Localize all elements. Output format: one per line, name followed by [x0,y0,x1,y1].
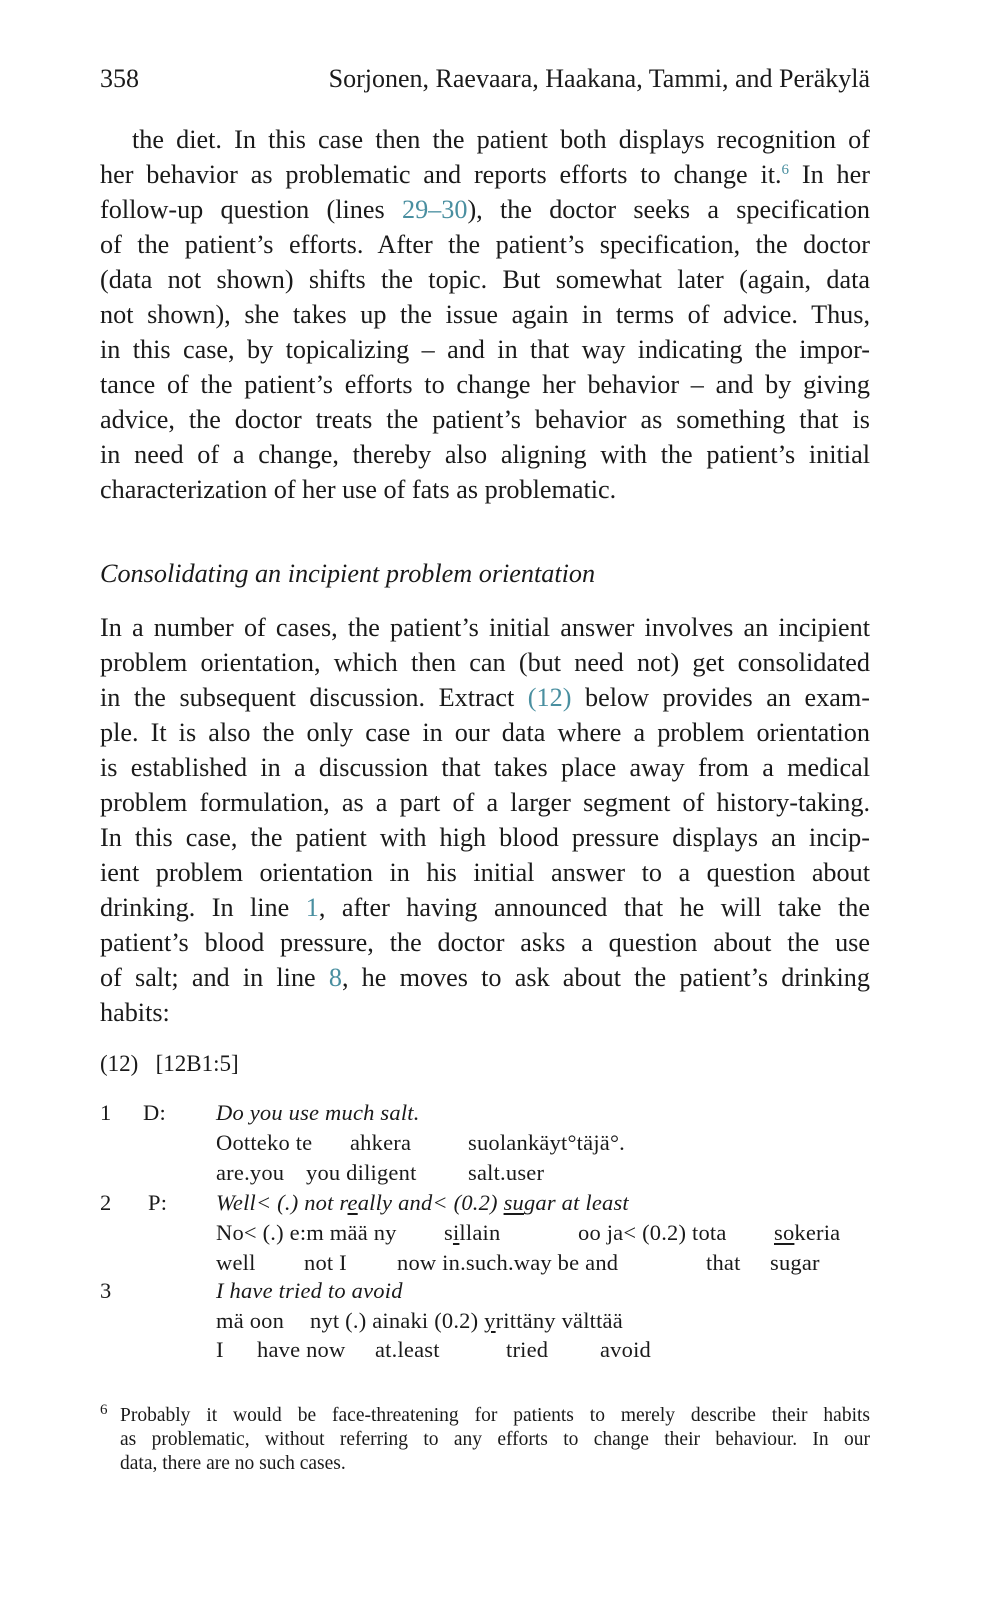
line-reference-link[interactable]: 29–30 [401,195,468,224]
transcript-gloss: sugar [770,1250,820,1275]
transcript-gloss: I [216,1337,224,1362]
page-number: 358 [100,64,139,93]
footnote-text: Probably it would be face-threatening for patients to merely describe their habits as problematic, without referring to any efforts to change their behaviour. In our data, there are no such cases. [120,1405,870,1474]
transcript-gloss: salt.user [468,1160,545,1185]
transcript-original: No< (.) e:m mää ny [216,1220,397,1245]
transcript-gloss: you diligent [306,1160,417,1185]
footnote-mark: 6 [100,1402,108,1418]
transcript-original: nyt (.) ainaki (0.2) yrittäny välttää [310,1308,623,1333]
body-paragraph-1: the diet. In this case then the patient both displays recognition of her behavior as problematic and reports efforts to change it.$^6$ In her follow-up question (lines 29–30), the doctor seeks a specification of the patient’s efforts. After the patient’s specification, the doctor (data not shown) shifts the topic. But somewhat later (again, data not shown), she takes up the issue again in terms of advice. Thus, in this case, by topicalizing – and in that way indicating the impor- tance of the patient’s efforts to change her behavior – and by giving advice, the doctor treats the patient’s behavior as something that is in need of a change, thereby also aligning with the patient’s initial characterization of her use of fats as problematic. [100,125,871,504]
transcript-original: sillain [444,1220,501,1245]
transcript-line-number: 3 [100,1278,112,1303]
transcript-translation: Well< (.) not really and< (0.2) sugar at least [216,1190,629,1215]
transcript-original: sokeria [774,1220,841,1245]
transcript-original: Ootteko te [216,1130,313,1155]
transcript-gloss: well [216,1250,256,1275]
transcript-gloss: now in.such.way be and [397,1250,619,1275]
transcript-speaker: D: [143,1100,166,1125]
transcript-original: oo ja< (0.2) tota [578,1220,727,1245]
transcript-gloss: at.least [375,1337,440,1362]
transcript-gloss: avoid [600,1337,651,1362]
section-heading: Consolidating an incipient problem orientation [100,559,596,588]
transcript-gloss: not I [304,1250,347,1275]
transcript-translation: Do you use much salt. [216,1100,420,1125]
line-reference-link[interactable]: 8 [328,963,342,992]
transcript-gloss: tried [506,1337,549,1362]
body-paragraph-2: In a number of cases, the patient’s initial answer involves an incipient problem orientation, which then can (but need not) get consolidated in the subsequent discussion. Extract (12) below provides an exam- ple. It is also the only case in our data where a problem orientation is established in a discussion that takes place away from a medical problem formulation, as a part of a larger segment of history-taking. In this case, the patient with high blood pressure displays an incip- ient problem orientation in his initial answer to a question about drinking. In line 1, after having announced that he will take the patient’s blood pressure, the doctor asks a question about the use of salt; and in line 8, he moves to ask about the patient’s drinking habits: [100,613,870,1027]
extract-code: [12B1:5] [155,1051,239,1076]
transcript-gloss: have now [257,1337,346,1362]
transcript-speaker: P: [148,1190,168,1215]
extract-number: (12) [100,1051,139,1076]
line-reference-link[interactable]: 1 [305,893,319,922]
transcript-original: ahkera [350,1130,412,1155]
extract-reference-link[interactable]: (12) [527,683,572,712]
transcript-gloss: that [706,1250,741,1275]
extract-label [100,1049,239,1079]
running-head [100,62,870,96]
footnote-reference[interactable]: 6 [781,162,790,178]
transcript-translation: I have tried to avoid [216,1278,403,1303]
running-head-authors: Sorjonen, Raevaara, Haakana, Tammi, and Peräkylä [328,64,870,93]
transcript-line-number: 2 [100,1190,112,1215]
transcript-line-number: 1 [100,1100,112,1125]
transcript-original: suolankäyt°täjä°. [468,1130,625,1155]
transcript-gloss: are.you [216,1160,285,1185]
transcript-original: mä oon [216,1308,285,1333]
